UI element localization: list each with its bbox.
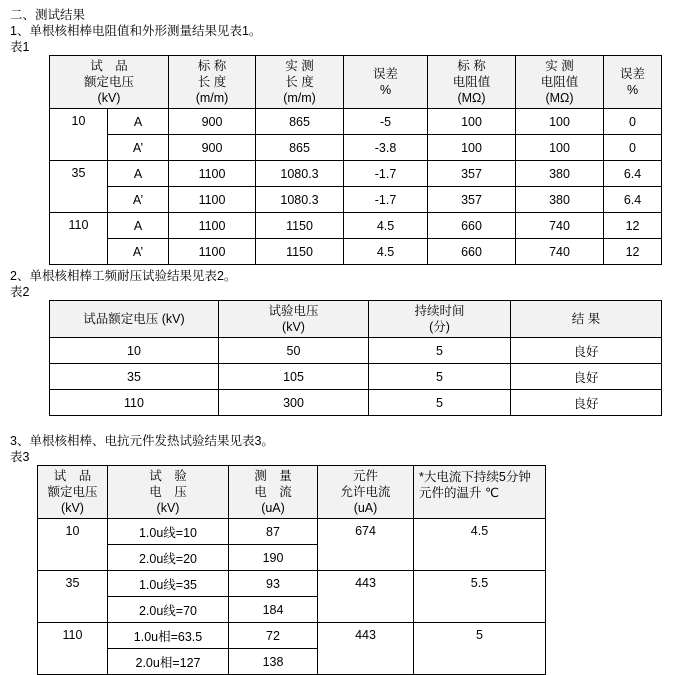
table-cell: 12 [604, 239, 662, 265]
header-line: 结 果 [571, 312, 601, 326]
section3-label: 3、单根核相棒、电抗元件发热试验结果见表3。 [10, 434, 274, 448]
table-cell: -1.7 [344, 161, 428, 187]
table-row [38, 623, 546, 649]
header-line: 元件的温升 ℃ [419, 486, 500, 500]
table-cell: 2.0u线=70 [108, 597, 229, 623]
t3-rating-cell: 10 [38, 519, 108, 571]
header-line: 标 称 [197, 59, 227, 73]
table-cell: 12 [604, 213, 662, 239]
header-line: (m/m) [195, 91, 229, 105]
table-cell: 良好 [511, 390, 662, 416]
t2-header-test-voltage [219, 301, 369, 338]
header-line: 标 称 [457, 59, 486, 73]
table-cell: 93 [229, 571, 318, 597]
heating-test-table [37, 465, 546, 675]
table-cell: 1100 [169, 161, 256, 187]
t3-rating-cell: 35 [38, 571, 108, 623]
t3-rating-cell: 110 [38, 623, 108, 675]
table-cell: 1150 [256, 239, 344, 265]
table-cell: 740 [516, 213, 604, 239]
table-cell: 900 [169, 135, 256, 161]
table-row [38, 571, 546, 597]
table-cell: 2.0u线=20 [108, 545, 229, 571]
table-cell: 35 [50, 364, 219, 390]
table2-header-row [50, 301, 662, 338]
table-row [50, 239, 662, 265]
header-line: (kV) [61, 501, 84, 515]
header-line: (分) [429, 320, 450, 334]
t1-header-nominal-length [169, 56, 256, 109]
header-line: *大电流下持续5分钟 [419, 470, 531, 484]
header-line: (uA) [353, 501, 378, 515]
table-cell: 1100 [169, 239, 256, 265]
table-row [50, 338, 662, 364]
table-cell: 184 [229, 597, 318, 623]
table-cell: 900 [169, 109, 256, 135]
table-cell: 190 [229, 545, 318, 571]
t1-header-measured-length [256, 56, 344, 109]
header-line: 电 压 [149, 485, 187, 499]
header-line: 试 品 [90, 59, 128, 73]
t3-header-test-voltage [108, 466, 229, 519]
table-cell: 100 [516, 135, 604, 161]
table-cell: 1150 [256, 213, 344, 239]
header-line: 长 度 [197, 75, 227, 89]
header-line: % [379, 83, 392, 97]
t1-header-resistance-error [604, 56, 662, 109]
header-line: (kV) [156, 501, 180, 515]
table-cell: 0 [604, 109, 662, 135]
t3-temp-rise-cell: 4.5 [414, 519, 546, 571]
table-cell: 740 [516, 239, 604, 265]
t1-rating-cell: 10 [50, 109, 108, 161]
header-line: 电阻值 [452, 75, 491, 89]
t2-header-rated-voltage [50, 301, 219, 338]
table-cell: -3.8 [344, 135, 428, 161]
header-line: 电 流 [254, 485, 292, 499]
table-cell: 1080.3 [256, 187, 344, 213]
table-cell: 110 [50, 390, 219, 416]
table-row [50, 135, 662, 161]
table-cell: 良好 [511, 338, 662, 364]
header-line: 实 测 [285, 59, 314, 73]
t3-temp-rise-cell: 5 [414, 623, 546, 675]
table-cell: A [108, 109, 169, 135]
t1-header-measured-resistance [516, 56, 604, 109]
t1-header-nominal-resistance [428, 56, 516, 109]
header-line: 持续时间 [414, 304, 465, 318]
table-cell: 1.0u相=63.5 [108, 623, 229, 649]
t1-header-specimen-voltage [50, 56, 169, 109]
header-line: 额定电压 [84, 75, 135, 89]
table-cell: 5 [369, 338, 511, 364]
table-cell: 4.5 [344, 239, 428, 265]
t1-rating-cell: 35 [50, 161, 108, 213]
table-cell: 138 [229, 649, 318, 675]
table-cell: A’ [108, 135, 169, 161]
t3-header-specimen-voltage [38, 466, 108, 519]
t3-header-allowed-current [318, 466, 414, 519]
table-cell: A’ [108, 187, 169, 213]
table-cell: 865 [256, 135, 344, 161]
table-cell: 5 [369, 364, 511, 390]
table-cell: 380 [516, 161, 604, 187]
table-cell: 6.4 [604, 161, 662, 187]
table-cell: 0 [604, 135, 662, 161]
table-row [50, 390, 662, 416]
header-line: 误差 [373, 67, 399, 81]
table-cell: 100 [516, 109, 604, 135]
table2-label: 表2 [10, 285, 30, 299]
table-cell: -1.7 [344, 187, 428, 213]
table-cell: 50 [219, 338, 369, 364]
t3-header-measured-current [229, 466, 318, 519]
table-cell: 357 [428, 187, 516, 213]
table-cell: 300 [219, 390, 369, 416]
withstand-voltage-table [49, 300, 662, 416]
t3-allowed-current-cell: 443 [318, 623, 414, 675]
table-cell: 105 [219, 364, 369, 390]
table-cell: 660 [428, 213, 516, 239]
section2-label: 2、单根核相棒工频耐压试验结果见表2。 [10, 269, 237, 283]
t3-temp-rise-cell: 5.5 [414, 571, 546, 623]
t1-header-length-error [344, 56, 428, 109]
table-cell: 1.0u线=35 [108, 571, 229, 597]
page-title: 二、测试结果 [10, 8, 86, 22]
table-cell: 380 [516, 187, 604, 213]
header-line: (MΩ) [457, 91, 486, 105]
header-line: 电阻值 [540, 75, 579, 89]
table-row [38, 519, 546, 545]
table-cell: 357 [428, 161, 516, 187]
header-line: (kV) [97, 91, 121, 105]
table-cell: 良好 [511, 364, 662, 390]
table-cell: 1.0u线=10 [108, 519, 229, 545]
table-cell: 4.5 [344, 213, 428, 239]
table-row [50, 109, 662, 135]
header-line: 试品额定电压 (kV) [83, 312, 185, 326]
t1-rating-cell: 110 [50, 213, 108, 265]
table-cell: A [108, 161, 169, 187]
header-line: 试 品 [53, 469, 92, 483]
table-row [50, 161, 662, 187]
table1-label: 表1 [10, 40, 30, 54]
table3-header-row [38, 466, 546, 519]
table-cell: 1100 [169, 187, 256, 213]
header-line: (kV) [282, 320, 305, 334]
header-line: 额定电压 [47, 485, 98, 499]
table-row [50, 213, 662, 239]
table-cell: 6.4 [604, 187, 662, 213]
table-cell: A [108, 213, 169, 239]
header-line: 试 验 [149, 469, 187, 483]
t3-allowed-current-cell: 674 [318, 519, 414, 571]
table-row [50, 364, 662, 390]
table-cell: 1100 [169, 213, 256, 239]
header-line: % [626, 83, 639, 97]
header-line: 试验电压 [268, 304, 319, 318]
table-cell: 72 [229, 623, 318, 649]
table3-label: 表3 [10, 450, 30, 464]
table-cell: 5 [369, 390, 511, 416]
table-cell: 2.0u相=127 [108, 649, 229, 675]
table-cell: 660 [428, 239, 516, 265]
header-line: 长 度 [285, 75, 314, 89]
t2-header-result [511, 301, 662, 338]
header-line: (m/m) [283, 91, 316, 105]
table-cell: 100 [428, 109, 516, 135]
t3-allowed-current-cell: 443 [318, 571, 414, 623]
header-line: (MΩ) [545, 91, 574, 105]
table1-header-row [50, 56, 662, 109]
table-row [50, 187, 662, 213]
header-line: 实 测 [545, 59, 574, 73]
header-line: 误差 [620, 67, 646, 81]
resistance-length-table [49, 55, 662, 265]
table-cell: -5 [344, 109, 428, 135]
table-cell: 1080.3 [256, 161, 344, 187]
table-cell: 87 [229, 519, 318, 545]
table-cell: 10 [50, 338, 219, 364]
table-cell: 100 [428, 135, 516, 161]
header-line: 允许电流 [340, 485, 391, 499]
header-line: (uA) [261, 501, 285, 515]
section1-label: 1、单根核相棒电阻值和外形测量结果见表1。 [10, 24, 262, 38]
header-line: 元件 [352, 469, 378, 483]
t3-header-temperature-rise [414, 466, 546, 519]
table-cell: A’ [108, 239, 169, 265]
header-line: 测 量 [254, 469, 292, 483]
t2-header-duration [369, 301, 511, 338]
table-cell: 865 [256, 109, 344, 135]
